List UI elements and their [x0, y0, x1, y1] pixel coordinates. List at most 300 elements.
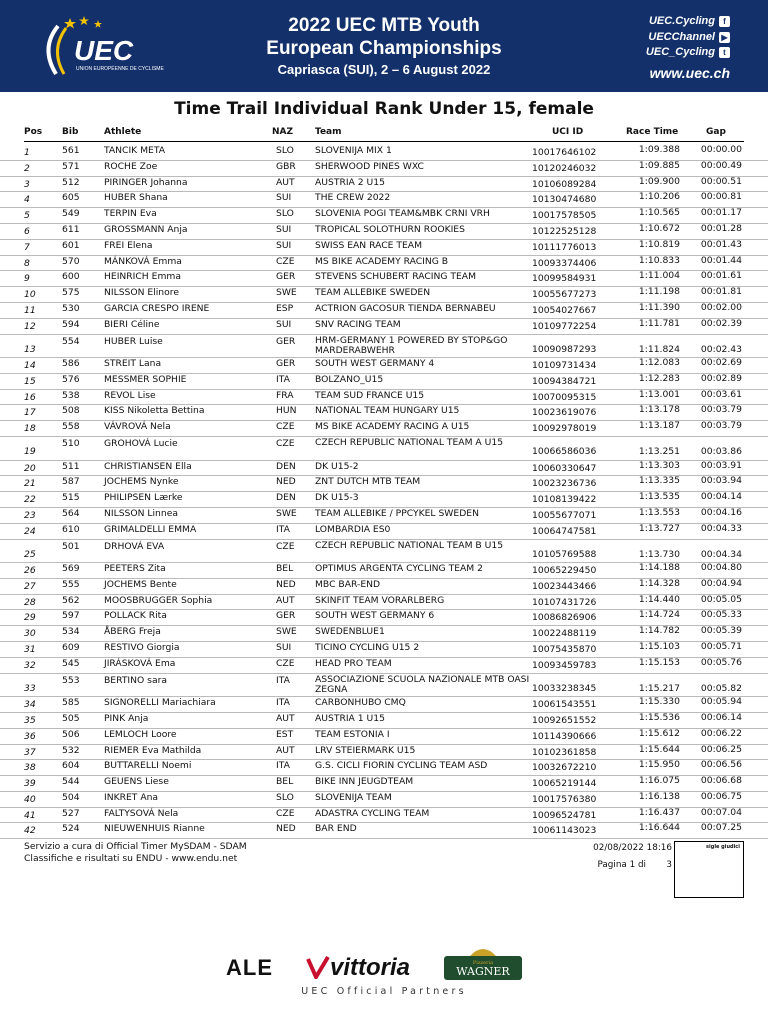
table-row [0, 792, 768, 808]
table-row [0, 579, 768, 595]
cell-uci: 10096524781 [532, 809, 597, 821]
cell-athlete: BIERI Céline [104, 318, 160, 330]
cell-time: 1:09.388 [638, 144, 680, 155]
cell-bib: 562 [62, 594, 80, 606]
cell-gap: 00:05.33 [700, 609, 742, 621]
cell-athlete: PIRINGER Johanna [104, 176, 188, 188]
website-link[interactable]: www.uec.ch [649, 64, 730, 81]
cell-team: TEAM ALLEBIKE SWEDEN [315, 287, 431, 299]
footer-meta [560, 841, 672, 872]
cell-uci: 10022488119 [532, 628, 597, 640]
cell-time: 1:11.004 [638, 270, 680, 282]
cell-athlete: NILSSON Linnea [104, 507, 178, 519]
cell-time: 1:13.187 [638, 420, 680, 432]
cell-gap: 00:06.25 [700, 743, 742, 755]
cell-bib: 594 [62, 318, 80, 330]
cell-gap: 00:04.14 [700, 491, 742, 503]
cell-athlete: MÁNKOVÁ Emma [104, 255, 182, 267]
table-row [0, 563, 768, 579]
cell-pos: 14 [24, 360, 36, 372]
col-uci: UCI ID [552, 127, 584, 137]
cell-athlete: ROCHE Zoe [104, 160, 158, 172]
table-row [0, 508, 768, 524]
cell-bib: 605 [62, 192, 80, 204]
cell-time: 1:11.390 [638, 301, 680, 313]
cell-pos: 42 [24, 825, 36, 837]
cell-bib: 501 [62, 540, 80, 552]
cell-team: SNV RACING TEAM [315, 318, 401, 330]
table-row [0, 437, 768, 461]
cell-gap: 00:06.14 [700, 711, 742, 723]
cell-naz: SUI [276, 192, 292, 204]
table-row [0, 697, 768, 713]
cell-time: 1:12.283 [638, 372, 680, 384]
cell-athlete: POLLACK Rita [104, 610, 167, 622]
cell-team: LRV STEIERMARK U15 [315, 744, 416, 756]
cell-naz: GER [276, 335, 296, 347]
col-gap: Gap [706, 127, 726, 137]
cell-time: 1:13.730 [638, 548, 680, 560]
cell-team: STEVENS SCHUBERT RACING TEAM [315, 271, 476, 283]
cell-time: 1:16.437 [638, 806, 680, 818]
cell-pos: 24 [24, 525, 36, 537]
cell-uci: 10102361858 [532, 746, 597, 758]
cell-team: TEAM ALLEBIKE / PPCYKEL SWEDEN [315, 507, 479, 519]
cell-gap: 00:02.43 [700, 343, 742, 355]
cell-bib: 544 [62, 776, 80, 788]
cell-naz: SWE [276, 507, 297, 519]
facebook-icon: f [719, 16, 730, 27]
cell-pos: 3 [24, 178, 30, 190]
cell-team: SWEDENBLUE1 [315, 626, 385, 638]
cell-time: 1:09.900 [638, 175, 680, 187]
cell-bib: 553 [62, 674, 80, 686]
cell-gap: 00:02.39 [700, 317, 742, 329]
cell-naz: AUT [276, 744, 295, 756]
twitter-icon: t [719, 47, 730, 58]
cell-team: DK U15-3 [315, 492, 359, 504]
cell-time: 1:13.178 [638, 404, 680, 416]
cell-team: DK U15-2 [315, 460, 359, 472]
cell-bib: 515 [62, 492, 80, 504]
cell-pos: 23 [24, 509, 36, 521]
table-row [0, 256, 768, 272]
table-row [0, 319, 768, 335]
cell-naz: AUT [276, 712, 295, 724]
cell-bib: 604 [62, 760, 80, 772]
wagner-logo [444, 942, 522, 984]
cell-naz: CZE [276, 255, 295, 267]
cell-pos: 28 [24, 596, 36, 608]
cell-uci: 10107431726 [532, 596, 597, 608]
cell-uci: 10066586036 [532, 446, 597, 458]
social-twitter[interactable] [646, 45, 730, 61]
cell-bib: 512 [62, 176, 80, 188]
table-row [0, 626, 768, 642]
cell-athlete: REVOL Lise [104, 389, 156, 401]
footer-info [24, 841, 247, 865]
cell-athlete: RESTIVO Giorgia [104, 642, 180, 654]
cell-uci: 10070095315 [532, 391, 597, 403]
cell-athlete: NILSSON Elinore [104, 287, 179, 299]
cell-naz: SUI [276, 239, 292, 251]
cell-time: 1:14.328 [638, 577, 680, 589]
cell-pos: 13 [24, 343, 36, 355]
cell-time: 1:16.138 [638, 790, 680, 802]
cell-time: 1:09.885 [638, 159, 680, 171]
table-row [0, 145, 768, 161]
cell-pos: 17 [24, 407, 36, 419]
table-row [0, 335, 768, 359]
vittoria-logo [306, 954, 410, 982]
cell-uci: 10093459783 [532, 659, 597, 671]
cell-gap: 00:01.28 [700, 222, 742, 234]
cell-team: TICINO CYCLING U15 2 [315, 642, 420, 654]
cell-pos: 4 [24, 194, 30, 206]
cell-gap: 00:05.39 [700, 625, 742, 637]
cell-uci: 10017576380 [532, 793, 597, 805]
cell-time: 1:15.217 [638, 682, 680, 694]
cell-athlete: JOCHEMS Bente [104, 578, 177, 590]
cell-team: THE CREW 2022 [315, 192, 391, 204]
cell-gap: 00:07.25 [700, 822, 742, 834]
cell-bib: 609 [62, 642, 80, 654]
cell-team: BOLZANO_U15 [315, 373, 384, 385]
cell-pos: 26 [24, 565, 36, 577]
cell-bib: 587 [62, 476, 80, 488]
cell-gap: 00:06.22 [700, 727, 742, 739]
table-row [0, 287, 768, 303]
col-team: Team [315, 127, 342, 137]
cell-time: 1:15.536 [638, 711, 680, 723]
cell-pos: 5 [24, 210, 30, 222]
cell-naz: DEN [276, 460, 296, 472]
cell-athlete: ÅBERG Freja [104, 626, 161, 638]
cell-naz: ITA [276, 523, 290, 535]
cell-gap: 00:01.17 [700, 207, 742, 219]
cell-naz: ESP [276, 302, 294, 314]
table-row [0, 240, 768, 256]
cell-pos: 12 [24, 320, 36, 332]
cell-time: 1:11.824 [638, 343, 680, 355]
social-label: UEC.Cycling [648, 15, 715, 27]
footer-datetime: 02/08/2022 18:16 [593, 843, 672, 853]
cell-athlete: STREIT Lana [104, 358, 162, 370]
cell-gap: 00:00.81 [700, 191, 742, 203]
table-row [0, 271, 768, 287]
cell-team: SHERWOOD PINES WXC [315, 160, 424, 172]
cell-uci: 10106089284 [532, 178, 597, 190]
cell-athlete: GROHOVÁ Lucie [104, 438, 178, 450]
cell-team: SOUTH WEST GERMANY 6 [315, 610, 435, 622]
cell-uci: 10105769588 [532, 548, 597, 560]
cell-pos: 36 [24, 730, 36, 742]
cell-athlete: PEETERS Zita [104, 563, 166, 575]
cell-pos: 1 [24, 147, 30, 158]
cell-bib: 571 [62, 160, 80, 172]
page-total: 3 [666, 860, 672, 870]
cell-bib: 545 [62, 657, 80, 669]
cell-athlete: LEMLOCH Loore [104, 728, 177, 740]
cell-bib: 558 [62, 421, 80, 433]
table-row [0, 492, 768, 508]
wagner-top-text: Pizzeria [472, 960, 494, 966]
cell-naz: AUT [276, 176, 295, 188]
cell-gap: 00:04.94 [700, 577, 742, 589]
cell-team: ADASTRA CYCLING TEAM [315, 807, 430, 819]
cell-pos: 18 [24, 423, 36, 435]
cell-bib: 532 [62, 744, 80, 756]
footer-service: Servizio a cura di Official Timer MySDAM - SDAM [24, 841, 247, 852]
cell-team: HEAD PRO TEAM [315, 657, 392, 669]
cell-pos: 31 [24, 644, 36, 656]
social-links [646, 14, 730, 83]
cell-naz: SWE [276, 287, 297, 299]
cell-uci: 10061143023 [532, 825, 597, 837]
cell-pos: 35 [24, 714, 36, 726]
cell-naz: SUI [276, 318, 292, 330]
cell-gap: 00:04.16 [700, 506, 742, 518]
cell-athlete: HUBER Luise [104, 335, 163, 347]
cell-team: SLOVENIA POGI TEAM&MBK CRNI VRH [315, 208, 490, 220]
cell-gap: 00:03.79 [700, 404, 742, 416]
cell-naz: SLO [276, 145, 294, 156]
cell-team: NATIONAL TEAM HUNGARY U15 [315, 405, 460, 417]
cell-athlete: JIRÁSKOVÁ Ema [104, 657, 176, 669]
cell-team: OPTIMUS ARGENTA CYCLING TEAM 2 [315, 563, 483, 575]
vittoria-v-icon [306, 955, 330, 979]
social-youtube[interactable] [646, 30, 730, 46]
cell-uci: 10054027667 [532, 304, 597, 316]
cell-gap: 00:02.89 [700, 372, 742, 384]
cell-gap: 00:05.05 [700, 593, 742, 605]
cell-team: ZNT DUTCH MTB TEAM [315, 476, 421, 488]
cell-uci: 10065229450 [532, 565, 597, 577]
cell-team: SKINFIT TEAM VORARLBERG [315, 594, 445, 606]
cell-time: 1:11.198 [638, 286, 680, 298]
cell-gap: 00:02.69 [700, 357, 742, 369]
cell-naz: CZE [276, 438, 295, 450]
cell-naz: GER [276, 610, 296, 622]
cell-uci: 10092978019 [532, 423, 597, 435]
cell-uci: 10090987293 [532, 343, 597, 355]
cell-naz: CZE [276, 657, 295, 669]
cell-athlete: HUBER Shana [104, 192, 168, 204]
col-naz: NAZ [272, 127, 294, 137]
cell-pos: 32 [24, 659, 36, 671]
cell-athlete: GRIMALDELLI EMMA [104, 523, 197, 535]
cell-pos: 39 [24, 778, 36, 790]
cell-team: SOUTH WEST GERMANY 4 [315, 358, 435, 370]
cell-team: CZECH REPUBLIC NATIONAL TEAM A U15 [315, 437, 504, 449]
cell-naz: BEL [276, 776, 294, 788]
cell-team: MBC BAR-END [315, 578, 381, 590]
cell-gap: 00:01.81 [700, 286, 742, 298]
table-row [0, 358, 768, 374]
cell-gap: 00:05.82 [700, 682, 742, 694]
cell-naz: CZE [276, 421, 295, 433]
cell-time: 1:13.001 [638, 388, 680, 400]
cell-athlete: FREI Elena [104, 239, 153, 251]
logo-subtext: UNION EUROPÉENNE DE CYCLISME [76, 66, 164, 72]
cell-uci: 10093374406 [532, 257, 597, 269]
cell-bib: 569 [62, 563, 80, 575]
cell-team: TROPICAL SOLOTHURN ROOKIES [315, 223, 465, 235]
cell-naz: SLO [276, 208, 294, 220]
cell-athlete: TANCIK META [104, 145, 166, 156]
cell-athlete: DRHOVÁ EVA [104, 540, 165, 552]
cell-naz: ITA [276, 697, 290, 709]
cell-athlete: HEINRICH Emma [104, 271, 181, 283]
cell-time: 1:15.644 [638, 743, 680, 755]
cell-gap: 00:03.91 [700, 459, 742, 471]
cell-uci: 10086826906 [532, 612, 597, 624]
cell-gap: 00:03.79 [700, 420, 742, 432]
cell-team: BAR END [315, 823, 357, 835]
table-row [0, 208, 768, 224]
youtube-icon: ▶ [719, 32, 730, 43]
cell-bib: 538 [62, 389, 80, 401]
cell-time: 1:13.303 [638, 459, 680, 471]
cell-naz: SUI [276, 223, 292, 235]
cell-uci: 10033238345 [532, 682, 597, 694]
table-row [0, 745, 768, 761]
cell-gap: 00:03.86 [700, 446, 742, 458]
cell-time: 1:12.083 [638, 357, 680, 369]
partners-caption: UEC Official Partners [301, 986, 467, 997]
cell-uci: 10064747581 [532, 525, 597, 537]
cell-bib: 527 [62, 807, 80, 819]
cell-pos: 25 [24, 548, 36, 560]
table-row [0, 642, 768, 658]
cell-bib: 549 [62, 208, 80, 220]
cell-gap: 00:05.71 [700, 641, 742, 653]
table-row [0, 461, 768, 477]
cell-pos: 20 [24, 462, 36, 474]
header-banner [0, 0, 768, 92]
cell-naz: NED [276, 476, 296, 488]
cell-uci: 10109772254 [532, 320, 597, 332]
ale-logo: ALE [226, 955, 273, 980]
cell-naz: SUI [276, 642, 292, 654]
table-row [0, 303, 768, 319]
cell-team: MS BIKE ACADEMY RACING B [315, 255, 449, 267]
cell-pos: 19 [24, 446, 36, 458]
table-row [0, 595, 768, 611]
table-row [0, 808, 768, 824]
event-title-line2: European Championships [266, 38, 502, 59]
footer-page [560, 858, 672, 872]
cell-bib: 611 [62, 223, 80, 235]
cell-team: TEAM ESTONIA I [315, 728, 390, 740]
cell-bib: 505 [62, 712, 80, 724]
cell-time: 1:10.819 [638, 238, 680, 250]
cell-naz: BEL [276, 563, 294, 575]
cell-pos: 29 [24, 612, 36, 624]
cell-athlete: VÁVROVÁ Nela [104, 421, 171, 433]
cell-athlete: FALTYSOVÁ Nela [104, 807, 179, 819]
cell-naz: NED [276, 578, 296, 590]
cell-athlete: RIEMER Eva Mathilda [104, 744, 202, 756]
cell-naz: AUT [276, 594, 295, 606]
table-row [0, 610, 768, 626]
cell-uci: 10108139422 [532, 494, 597, 506]
col-pos: Pos [24, 127, 43, 137]
table-row [0, 658, 768, 674]
cell-bib: 555 [62, 578, 80, 590]
cell-time: 1:15.153 [638, 656, 680, 668]
cell-pos: 6 [24, 225, 30, 237]
cell-naz: SWE [276, 626, 297, 638]
cell-bib: 610 [62, 523, 80, 535]
cell-uci: 10017646102 [532, 147, 597, 158]
cell-time: 1:13.335 [638, 475, 680, 487]
page-title: Time Trail Individual Rank Under 15, female [174, 99, 594, 119]
cell-uci: 10055677071 [532, 509, 597, 521]
cell-athlete: TERPIN Eva [104, 208, 157, 220]
col-time: Race Time [626, 127, 679, 137]
cell-athlete: BUTTARELLI Noemi [104, 760, 192, 772]
cell-bib: 534 [62, 626, 80, 638]
cell-uci: 10023619076 [532, 407, 597, 419]
table-row [0, 540, 768, 564]
cell-time: 1:13.535 [638, 491, 680, 503]
cell-bib: 600 [62, 271, 80, 283]
cell-time: 1:15.612 [638, 727, 680, 739]
cell-time: 1:14.440 [638, 593, 680, 605]
cell-athlete: GROSSMANN Anja [104, 223, 188, 235]
table-row [0, 390, 768, 406]
cell-team: ASSOCIAZIONE SCUOLA NAZIONALE MTB OASI ZEGNA [315, 673, 530, 695]
cell-pos: 7 [24, 241, 30, 253]
cell-bib: 570 [62, 255, 80, 267]
cell-uci: 10032672210 [532, 762, 597, 774]
cell-naz: DEN [276, 492, 296, 504]
social-label: UEC_Cycling [645, 46, 715, 58]
social-facebook[interactable] [646, 14, 730, 30]
cell-bib: 506 [62, 728, 80, 740]
cell-naz: NED [276, 823, 296, 835]
cell-athlete: GARCIA CRESPO IRENE [104, 302, 210, 314]
cell-time: 1:15.330 [638, 696, 680, 708]
cell-pos: 8 [24, 257, 30, 269]
cell-gap: 00:02.00 [700, 301, 742, 313]
cell-naz: GBR [276, 160, 296, 172]
cell-naz: GER [276, 358, 296, 370]
cell-team: AUSTRIA 2 U15 [315, 176, 385, 188]
cell-pos: 22 [24, 494, 36, 506]
cell-team: ACTRION GACOSUR TIENDA BERNABEU [315, 302, 496, 314]
cell-pos: 2 [24, 162, 30, 174]
page-label: Pagina 1 di [597, 860, 646, 870]
cell-gap: 00:04.80 [700, 562, 742, 574]
cell-uci: 10130474680 [532, 194, 597, 206]
cell-uci: 10075435870 [532, 644, 597, 656]
cell-time: 1:14.188 [638, 562, 680, 574]
cell-pos: 15 [24, 375, 36, 387]
cell-athlete: MESSMER SOPHIE [104, 373, 187, 385]
footer-results: Classifiche e risultati su ENDU - www.endu.net [24, 853, 238, 864]
cell-pos: 11 [24, 304, 36, 316]
judges-signature-box [674, 841, 744, 898]
cell-time: 1:10.672 [638, 222, 680, 234]
cell-athlete: PHILIPSEN Lærke [104, 492, 183, 504]
cell-time: 1:14.782 [638, 625, 680, 637]
cell-uci: 10023236736 [532, 478, 597, 490]
table-row [0, 177, 768, 193]
cell-pos: 33 [24, 682, 36, 694]
cell-bib: 554 [62, 335, 80, 347]
